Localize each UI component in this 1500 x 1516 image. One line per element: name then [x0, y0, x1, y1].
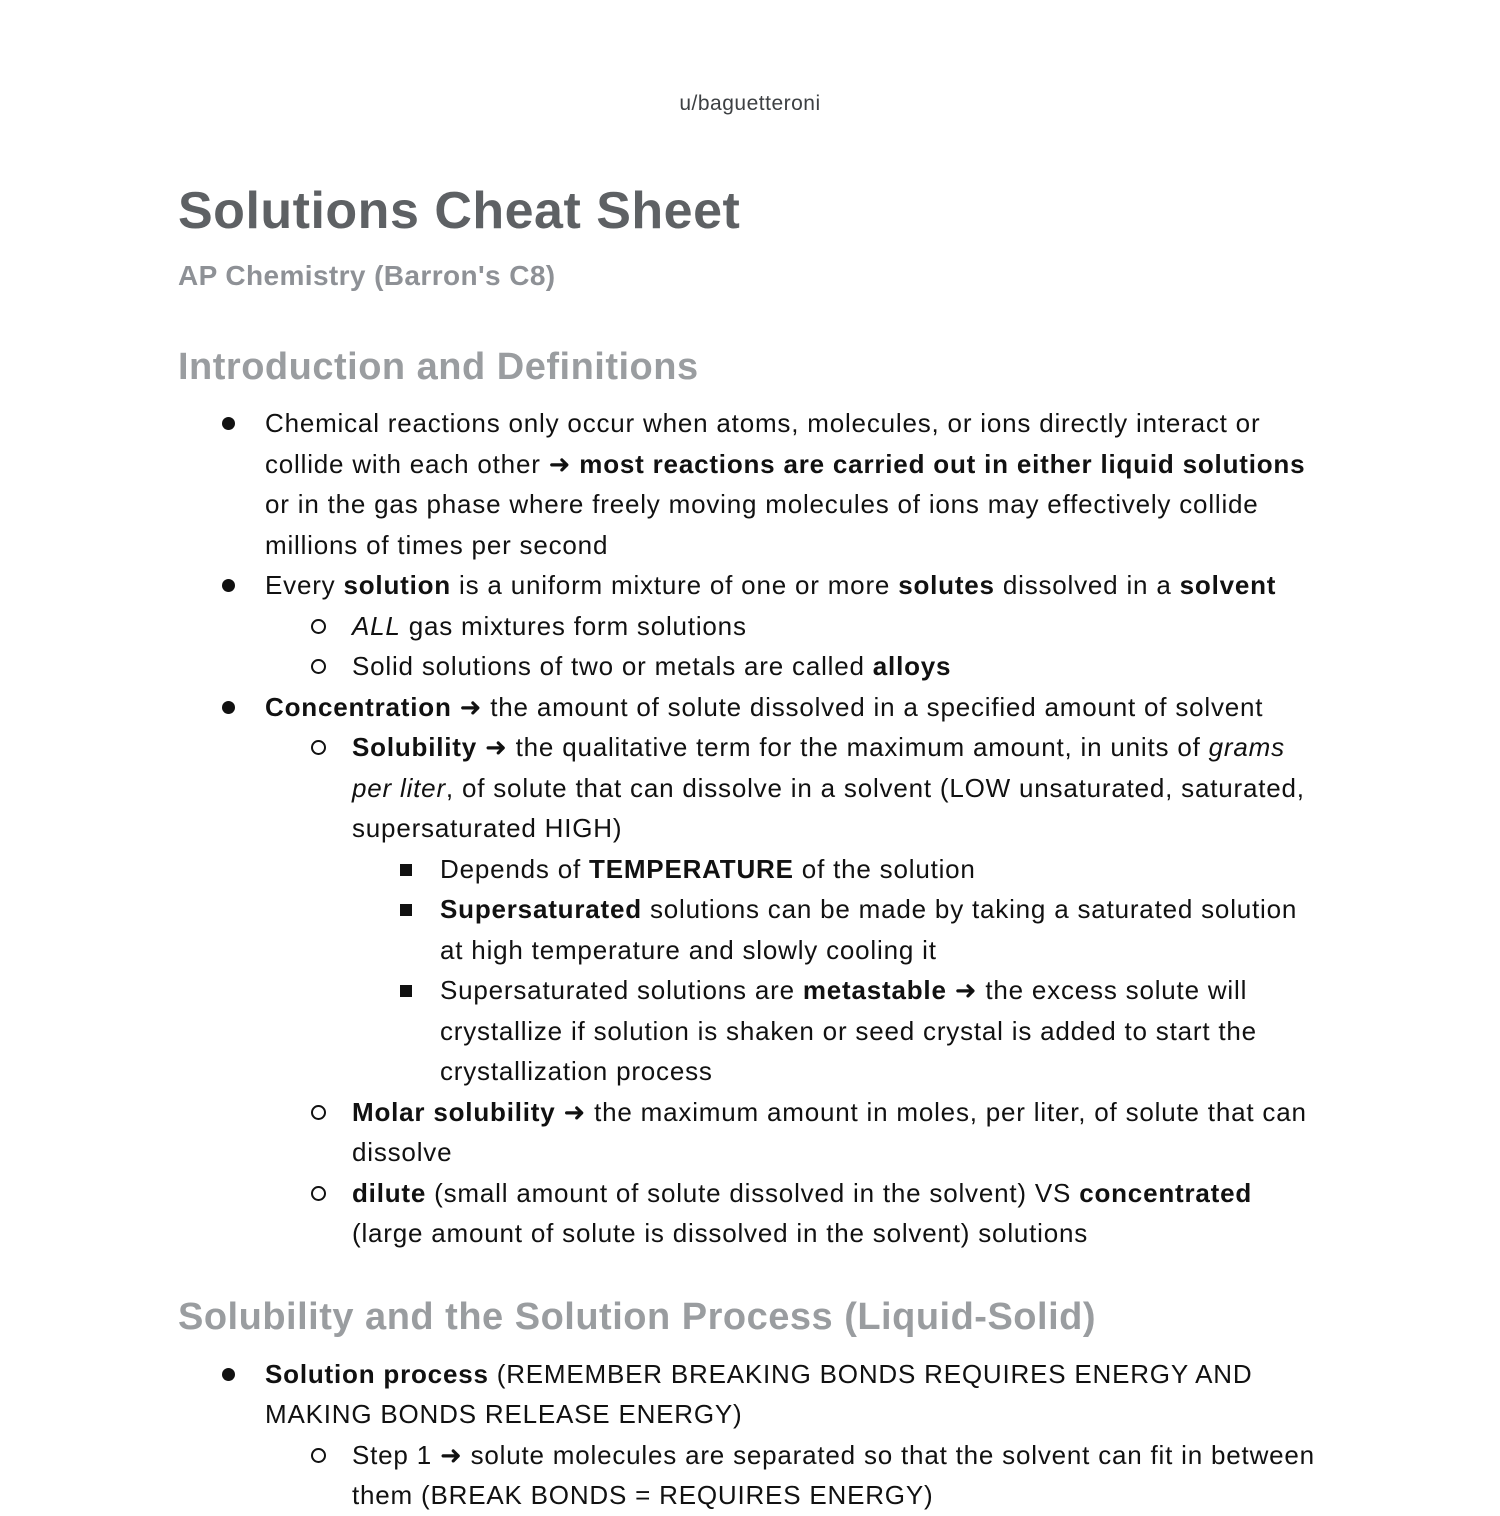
bullet-list: [178, 403, 1322, 1254]
list-item: [178, 1173, 1322, 1254]
list-item-text: Molar solubility ➜ the maximum amount in moles, per liter, of solute that can dissolve: [352, 1096, 1307, 1168]
bullet-disc-icon: [222, 1368, 235, 1381]
list-item: [178, 403, 1322, 565]
list-item: [178, 889, 1322, 970]
bullet-circle-icon: [311, 1105, 326, 1120]
list-item: [178, 646, 1322, 687]
list-item: [178, 970, 1322, 1092]
list-item-text: Step 1 ➜ solute molecules are separated so that the solvent can fit in between them (BREAK BONDS = REQUIRES ENERGY): [352, 1439, 1315, 1511]
list-item: [178, 1092, 1322, 1173]
list-item: [178, 1354, 1322, 1435]
list-item-text: Chemical reactions only occur when atoms, molecules, or ions directly interact or collide with each other ➜ most reactions are carried out in either liquid solutions or in the gas phase where freely moving molecules of ions may effectively collide millions of times per second: [265, 408, 1306, 560]
document-subtitle: AP Chemistry (Barron's C8): [178, 259, 556, 291]
list-item: [178, 565, 1322, 606]
list-item: [178, 687, 1322, 728]
bullet-circle-icon: [311, 1186, 326, 1201]
bullet-square-icon: [400, 985, 412, 997]
list-item: [178, 606, 1322, 647]
bullet-list: [178, 1354, 1322, 1516]
bullet-circle-icon: [311, 659, 326, 674]
list-item-text: ALL gas mixtures form solutions: [352, 610, 747, 641]
bullet-disc-icon: [222, 701, 235, 714]
bullet-disc-icon: [222, 417, 235, 430]
list-item: [178, 849, 1322, 890]
list-item-text: Solution process (REMEMBER BREAKING BONDS REQUIRES ENERGY AND MAKING BONDS RELEASE ENERGY): [265, 1358, 1253, 1430]
document-body: [178, 346, 1322, 1516]
bullet-circle-icon: [311, 1448, 326, 1463]
list-item-text: Solubility ➜ the qualitative term for the maximum amount, in units of grams per liter, of solute that can dissolve in a solvent (LOW unsaturated, saturated, supersaturated HIGH): [352, 732, 1305, 844]
list-item-text: Every solution is a uniform mixture of one or more solutes dissolved in a solvent: [265, 570, 1277, 601]
list-item-text: Solid solutions of two or metals are called alloys: [352, 651, 952, 682]
list-item-text: Supersaturated solutions are metastable ➜ the excess solute will crystallize if solution is shaken or seed crystal is added to start the crystallization process: [440, 975, 1257, 1087]
bullet-circle-icon: [311, 740, 326, 755]
bullet-square-icon: [400, 864, 412, 876]
list-item: [178, 1435, 1322, 1516]
bullet-square-icon: [400, 904, 412, 916]
list-item-text: Depends of TEMPERATURE of the solution: [440, 853, 976, 884]
list-item-text: Supersaturated solutions can be made by taking a saturated solution at high temperature and slowly cooling it: [440, 894, 1298, 965]
list-item-text: dilute (small amount of solute dissolved in the solvent) VS concentrated (large amount of solute is dissolved in the solvent) solutions: [352, 1177, 1253, 1249]
list-item-text: Concentration ➜ the amount of solute dissolved in a specified amount of solvent: [265, 691, 1264, 722]
document-section: [178, 346, 1322, 1254]
bullet-circle-icon: [311, 619, 326, 634]
document-section: [178, 1296, 1322, 1516]
document-title: Solutions Cheat Sheet: [178, 182, 741, 240]
list-item: [178, 727, 1322, 849]
header-username: u/baguetteroni: [679, 92, 821, 115]
section-heading: Introduction and Definitions: [178, 345, 699, 388]
section-heading: Solubility and the Solution Process (Liquid-Solid): [178, 1295, 1096, 1338]
bullet-disc-icon: [222, 579, 235, 592]
